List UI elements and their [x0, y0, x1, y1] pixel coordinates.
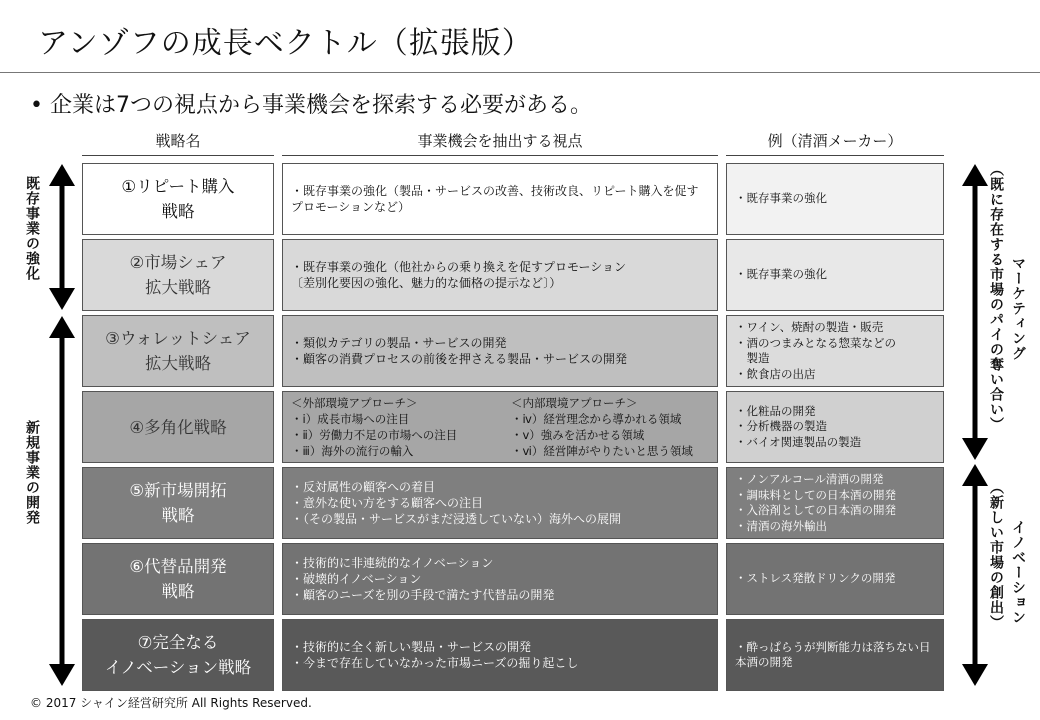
viewpoint-line: ・ⅴ）強みを活かせる領域 — [511, 428, 645, 442]
example-line: ・入浴剤としての日本酒の開発 — [735, 503, 896, 517]
viewpoint-line: ・ⅵ）経営陣がやりたいと思う領域 — [511, 444, 693, 458]
strategy-name-line: ⑤新市場開拓 — [129, 481, 227, 500]
example-line: ・既存事業の強化 — [735, 191, 827, 206]
strategy-name-line: ②市場シェア — [129, 253, 227, 272]
viewpoint-cell — [282, 543, 718, 615]
example-cell — [726, 315, 944, 387]
page-title: アンゾフの成長ベクトル（拡張版） — [38, 26, 533, 61]
example-cell — [726, 163, 944, 235]
viewpoint-line: ・反対属性の顧客への着目 — [291, 480, 436, 494]
strategy-name-line: ④多角化戦略 — [129, 417, 227, 437]
viewpoint-line: ・ⅲ）海外の流行の輸入 — [291, 444, 414, 458]
viewpoint-line: ＜内部環境アプローチ＞ — [511, 396, 638, 410]
strategy-name-line: 拡大戦略 — [145, 278, 211, 297]
arrow-innovation-icon — [962, 464, 988, 686]
strategy-name-cell — [82, 239, 274, 311]
strategy-name-cell — [82, 315, 274, 387]
viewpoint-line: ・今まで存在していなかった市場ニーズの掘り起こし — [291, 656, 579, 670]
viewpoint-line: ・既存事業の強化（他社からの乗り換えを促すプロモーション — [291, 260, 627, 274]
example-cell — [726, 239, 944, 311]
copyright-footer: © 2017 シャイン経営研究所 All Rights Reserved. — [30, 696, 312, 710]
example-line: ・バイオ関連製品の製造 — [735, 434, 862, 449]
strategy-name-line: 戦略 — [161, 582, 195, 601]
strategy-name-line: 拡大戦略 — [144, 354, 211, 373]
example-line: ・既存事業の強化 — [735, 267, 827, 282]
viewpoint-line: ・ⅰ）成長市場への注目 — [291, 412, 410, 426]
viewpoint-line: ・ⅱ）労働力不足の市場への注目 — [291, 428, 458, 442]
viewpoint-line: ・意外な使い方をする顧客への注目 — [291, 496, 484, 510]
example-line: ・調味料としての日本酒の開発 — [735, 487, 896, 502]
strategy-name-cell — [82, 543, 274, 615]
strategy-name-line: ⑥代替品開発 — [129, 557, 227, 576]
example-line: ・飲食店の出店 — [735, 366, 816, 381]
arrow-new-icon — [49, 316, 75, 686]
strategy-name-line: ①リピート購入 — [121, 177, 235, 196]
header-example: 例（清酒メーカー） — [726, 128, 944, 156]
viewpoint-line: ・顧客の消費プロセスの前後を押さえる製品・サービスの開発 — [291, 352, 628, 366]
strategy-name-line: 戦略 — [161, 202, 195, 221]
viewpoint-line: ・ⅳ）経営理念から導かれる領域 — [511, 412, 682, 426]
strategy-name-line: ⑦完全なる — [137, 633, 219, 652]
strategy-name-cell — [82, 467, 274, 539]
viewpoint-cell — [282, 315, 718, 387]
viewpoint-cell — [282, 467, 718, 539]
example-line: ・酔っぱらうが判断能力は落ちない日本酒の開発 — [735, 639, 931, 669]
viewpoint-line: ・技術的に非連続的なイノベーション — [291, 556, 494, 570]
example-cell — [726, 391, 944, 463]
strategy-name-cell — [82, 619, 274, 691]
arrow-marketing-icon — [962, 164, 988, 460]
viewpoint-cell — [282, 619, 718, 691]
example-cell — [726, 619, 944, 691]
example-line: ・酒のつまみとなる惣菜などの — [735, 335, 896, 350]
viewpoint-cell — [282, 391, 718, 463]
viewpoint-line: 〔差別化要因の強化、魅力的な価格の提示など〕） — [291, 276, 562, 290]
arrow-existing-icon — [49, 164, 75, 310]
label-marketing: マーケティング — [1010, 256, 1026, 361]
viewpoint-cell — [282, 239, 718, 311]
strategy-name-cell — [82, 391, 274, 463]
viewpoint-line: ・技術的に全く新しい製品・サービスの開発 — [291, 640, 532, 654]
example-cell — [726, 467, 944, 539]
strategy-name-line: 戦略 — [161, 506, 195, 525]
label-new-business: 新規事業の開発 — [24, 420, 40, 525]
example-line: ・ワイン、焼酎の製造・販売 — [735, 320, 884, 334]
viewpoint-line: ・顧客のニーズを別の手段で満たす代替品の開発 — [291, 588, 555, 602]
header-strategy-name: 戦略名 — [82, 128, 274, 156]
lead-text: • 企業は7つの視点から事業機会を探索する必要がある。 — [30, 93, 592, 118]
example-line: ・ストレス発散ドリンクの開発 — [735, 571, 896, 586]
example-cell — [726, 543, 944, 615]
viewpoint-line: ・類似カテゴリの製品・サービスの開発 — [291, 336, 507, 350]
example-line: ・分析機器の製造 — [735, 419, 827, 434]
strategy-name-cell — [82, 163, 274, 235]
viewpoint-line: ・（その製品・サービスがまだ浸透していない）海外への展開 — [291, 512, 622, 526]
strategy-name-line: イノベーション戦略 — [104, 658, 252, 677]
viewpoint-line: ＜外部環境アプローチ＞ — [291, 396, 418, 410]
header-viewpoint: 事業機会を抽出する視点 — [282, 128, 718, 156]
strategy-name-line: ③ウォレットシェア — [105, 329, 251, 348]
example-line: ・化粧品の開発 — [735, 403, 816, 418]
label-marketing-sub: （既に存在する市場のパイの奪い合い） — [988, 162, 1004, 432]
example-line: ・ノンアルコール清酒の開発 — [735, 472, 884, 486]
viewpoint-line: ・破壊的イノベーション — [291, 572, 422, 586]
label-innovation-sub: （新しい市場の創出） — [988, 480, 1004, 630]
viewpoint-line: ・既存事業の強化（製品・サービスの改善、技術改良、リピート購入を促すプロモーションなど） — [291, 184, 699, 214]
example-line: 製造 — [735, 351, 770, 365]
example-line: ・清酒の海外輸出 — [735, 518, 827, 533]
viewpoint-cell — [282, 163, 718, 235]
label-innovation: イノベーション — [1010, 520, 1026, 625]
label-existing-business: 既存事業の強化 — [24, 176, 40, 281]
